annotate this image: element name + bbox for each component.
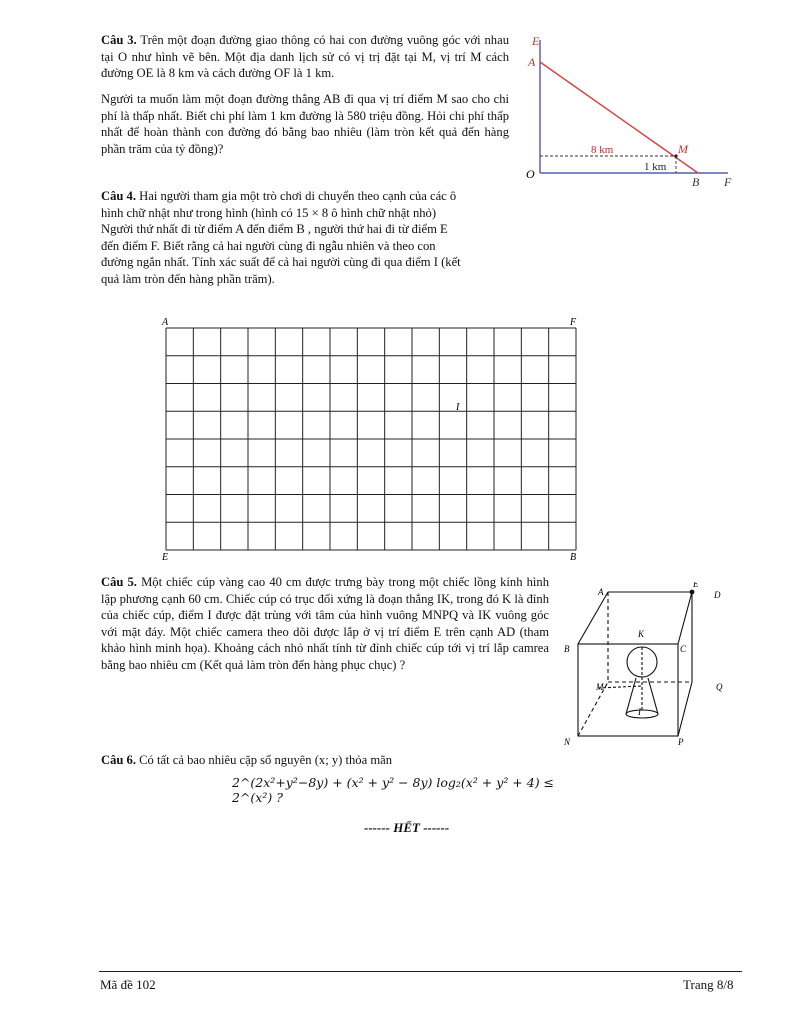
q3-figure [518,28,748,192]
q3-label: Câu 3. [101,33,137,47]
cube-label-c: C [680,644,687,654]
q6-text: Có tất cả bao nhiêu cặp số nguyên (x; y) thỏa mãn [139,753,393,767]
cube-label-n: N [564,737,571,747]
cube-label-a: A [598,587,604,597]
q3-text-1: Trên một đoạn đường giao thông có hai con đường vuông góc với nhau tại O như hình vẽ bên. Một địa danh lịch sử có vị trị đặt tại M, vị trí M cách đường OE là 8 km và cách đường OF là 1 km. [101,33,509,81]
q5-label: Câu 5. [101,575,137,589]
label-b: B [692,175,700,189]
q4-grid-figure [158,316,590,564]
q3-paragraph-2 [101,91,509,157]
footer-code: Mã đề 102 [100,977,156,992]
q4-text: Hai người tham gia một trò chơi di chuyển theo cạnh của các ô hình chữ nhật như trong hình (hình có 15 × 8 ô hình chữ nhật nhỏ) Người thứ nhất đi từ điểm A đến điểm B , người thứ hai đi từ điểm E đến điểm F. Biết rằng cả hai người cùng đi ngẫu nhiên và theo con đường ngắn nhất. Tính xác suất để cả hai người cùng đi qua điểm I (kết quả làm tròn đến hàng phần trăm). [101,189,461,286]
cube-label-p: P [678,737,684,747]
camera-point [690,590,695,595]
label-1km: 1 km [644,161,667,173]
cube-label-k: K [638,629,645,639]
grid-label-e: E [162,552,169,563]
q3-text-2: Người ta muốn làm một đoạn đường thẳng AB đi qua vị trí điểm M sao cho chi phí là thấp nhất. Biết chi phí làm 1 km đường là 580 triệu đồng. Hỏi chi phí thấp nhất để hoàn thành con đường đó bằng bao nhiêu (làm tròn kết quả đến hàng phần trăm của tỷ đồng)? [101,92,509,156]
end-marker: ------ HẾT ------ [364,820,450,835]
cube-label-d: D [714,590,721,600]
label-f: F [724,175,732,189]
cube-label-m: M [596,682,604,692]
cube-label-i: I [638,707,641,717]
q6-label: Câu 6. [101,753,136,767]
footer-page: Trang 8/8 [683,977,734,992]
q5-paragraph [101,574,549,674]
q5-cube-figure [556,582,736,752]
grid-lines [166,328,576,550]
grid-label-i: I [456,402,460,413]
grid-label-f: F [570,317,577,328]
road-ab [540,62,698,173]
q4-paragraph [101,188,467,288]
label-a: A [528,55,536,69]
cube-label-q: Q [716,682,723,692]
cube-label-b: B [564,644,570,654]
q4-label: Câu 4. [101,189,136,203]
q3-paragraph-1 [101,32,509,82]
label-o: O [526,167,535,181]
grid-label-b: B [570,552,577,563]
label-8km: 8 km [591,144,614,156]
q6-formula: 2^(2x²+y²−8y) + (x² + y² − 8y) log₂(x² + y² + 4) ≤ 2^(x²) ? [232,775,555,805]
grid-label-a: A [162,317,169,328]
footer-rule [99,971,742,972]
cube-label-e: E [693,582,699,589]
label-e: E [532,34,540,48]
q6-paragraph [101,752,549,769]
q5-text: Một chiếc cúp vàng cao 40 cm được trưng bày trong một chiếc lồng kính hình lập phương cạnh 60 cm. Chiếc cúp có trục đối xứng là đoạn thẳng IK, trong đó K là đỉnh của chiếc cúp, điểm I được đặt trùng với tâm của hình vuông MNPQ và IK vuông góc với mặt đáy. Một chiếc camera theo dõi được lắp ở vị trí điểm E trên cạnh AD (tham khảo hình minh họa). Khoảng cách nhỏ nhất tính từ đỉnh chiếc cúp tới vị trí lắp camrea bằng bao nhiêu cm (Kết quả làm tròn đến hàng phục chục) ? [101,575,549,672]
label-m: M [678,142,688,156]
